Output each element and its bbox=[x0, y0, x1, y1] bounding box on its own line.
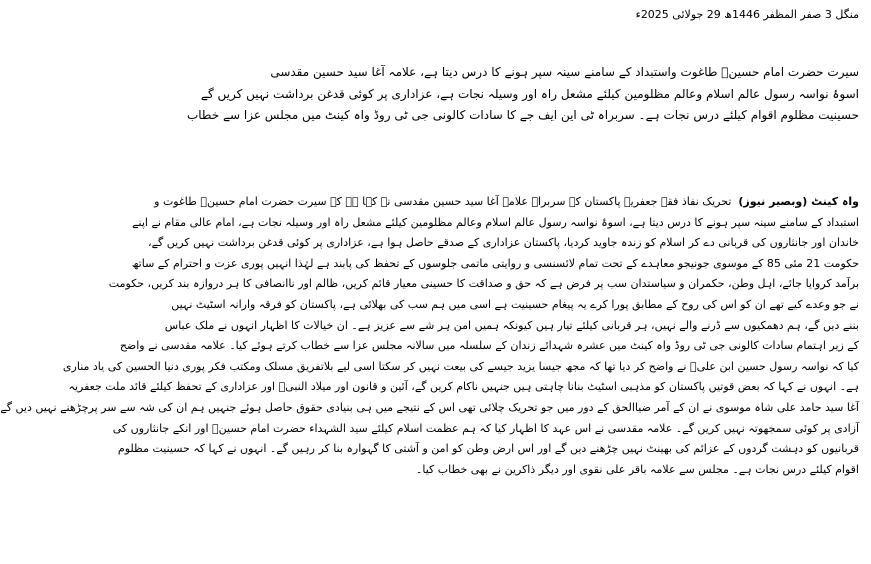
headline-line-2: اسوۂ نواسہ رسول عالم اسلام وعالم مظلومین کیلئے مشعل راہ اور وسیلہ نجات ہے، عزاداری پر کوئی قدغن برداشت نہیں کریں گے bbox=[200, 86, 859, 101]
body-line: استبداد کے سامنے سینہ سپر ہونے کا درس دیتا ہے، اسوۂ نواسہ رسول عالم اسلام وعالم مظلومین کیلئے مشعل راہ اور وسیلہ نجات ہے، امام عالی مقام نے اپنے bbox=[132, 215, 859, 229]
headline bbox=[186, 62, 859, 127]
headline-line-1: سیرت حضرت امام حسینؑ طاغوت واستبداد کے سامنے سینہ سپر ہونے کا درس دیتا ہے، علامہ آغا سید حسین مقدسی bbox=[270, 65, 859, 79]
headline-line-3: حسینیت مظلوم اقوام کیلئے درس نجات ہے۔ سربراہ ٹی این ایف جے کا سادات کالونی جی ٹی روڈ واہ کینٹ میں مجلس عزا سے خطاب bbox=[186, 108, 859, 122]
body-line: کیا کہ نواسہ رسول حسین ابن علیؑ نے واضح کر دیا تھا کہ مجھ جیسا یزید جیسے کی بیعت نہیں کر سکتا اسی لیے بلاتفریق مسلک ومکتب فکر پوری دنیا الحسین کی یاد مناری bbox=[62, 359, 859, 373]
dateline: واہ کینٹ (وبصیر نیوز) bbox=[738, 195, 859, 208]
body-line: قربانیوں کو دہشت گردوں کے عزائم کی بھینٹ نہیں چڑھنے دیں گے اور اس ارض وطن کو امن و آشتی کا گہوارہ بنا کر رہیں گے۔ انہوں نے کہا کہ حسینیت مظلوم bbox=[117, 442, 859, 456]
body-line: ہے۔ انہوں نے کہا کہ بعض قوتیں پاکستان کو مذہبی اسٹیٹ بنانا چاہتی ہیں جنہیں ناکام کریں گے، آئین و قانون اور میلاد النبیؐ اور عزاداری کے تحفظ کیلئے قائد ملت جعفریہ bbox=[68, 380, 859, 394]
body-line: خاندان اور جانثاروں کی قربانی دے کر اسلام کو زندہ جاوید کردیا، پاکستان عزاداری کے صدقے حاصل ہوا ہے، عزاداری پر کوئی قدغن برداشت نہیں کریں گے، bbox=[148, 236, 859, 250]
body-line-text: تحریک نفاذ فقہ جعفریہ پاکستان کے سربراہ علامہ آغا سید حسین مقدسی نے کہا ہے کہ سیرت حضرت امام حسینؑ طاغوت و bbox=[154, 195, 732, 208]
body-line: اقوام کیلئے درس نجات ہے۔ مجلس سے علامہ باقر علی نقوی اور دیگر ذاکرین نے بھی خطاب کیا۔ bbox=[415, 462, 859, 476]
publication-date: منگل 3 صفر المظفر 1446ھ 29 جولائی 2025ء bbox=[635, 8, 859, 21]
body-line bbox=[154, 192, 859, 213]
body-line: آغا سید حامد علی شاہ موسوی نے ان کے آمر ضیاالحق کے دور میں جو تحریک چلائی تھی اس کے نتیجے میں ہی بنیادی حقوق حاصل ہوئے جنہیں ہم ان کی شہ سے سر پرچڑھنے نہیں دیں گے bbox=[0, 400, 859, 414]
body-line: برآمد کروایا جائے، اہل وطن، حکمران و سیاستدان سب پر فرض ہے کہ حق و صداقت کا حسینی معیار قائم کریں، ظالم اور ناانصافی کا ہر دروازہ بند کریں، حکومت bbox=[108, 277, 859, 291]
body-line: نے جو وعدے کیے تھے ان کو اس کی روح کے مطابق پورا کرے یہ پیغام حسینیت ہے اسی میں ہم سب کی بھلائی ہے، پاکستان کو فرقہ وارانہ اسٹیٹ نہیں bbox=[171, 297, 859, 311]
body-line: آزادی پر کوئی سمجھوتہ نہیں کریں گے۔ علامہ مقدسی نے اس عہد کا اظہار کیا کہ ہم عظمت اسلام کیلئے سید الشہداء حضرت امام حسینؑ اور انکے جانثاروں کی bbox=[112, 421, 859, 435]
body-line: بننے دیں گے، ہم دھمکیوں سے ڈرنے والے نہیں، ہر قربانی کیلئے تیار ہیں کیونکہ ہمیں امن ہر شے سے عزیز ہے۔ ان خیالات کا اظہار انہوں نے ملک عباس bbox=[164, 318, 859, 332]
body-line: حکومت 21 مئی 85 کے موسوی جونیجو معاہدے کے تحت تمام لائسنسی و روایتی ماتمی جلوسوں کے تحفظ کی پابند ہے لہٰذا انہیں پوری عزت و احترام کے ساتھ bbox=[131, 256, 859, 270]
body-line: کے زیر اہتمام سادات کالونی جی ٹی روڈ واہ کینٹ میں عشرہ شہدائے زندان کے سلسلہ میں سالانہ مجلس عزا سے خطاب کرتے ہوئے کیا۔ علامہ مقدسی نے واضح bbox=[119, 339, 859, 353]
article-body bbox=[0, 192, 859, 480]
